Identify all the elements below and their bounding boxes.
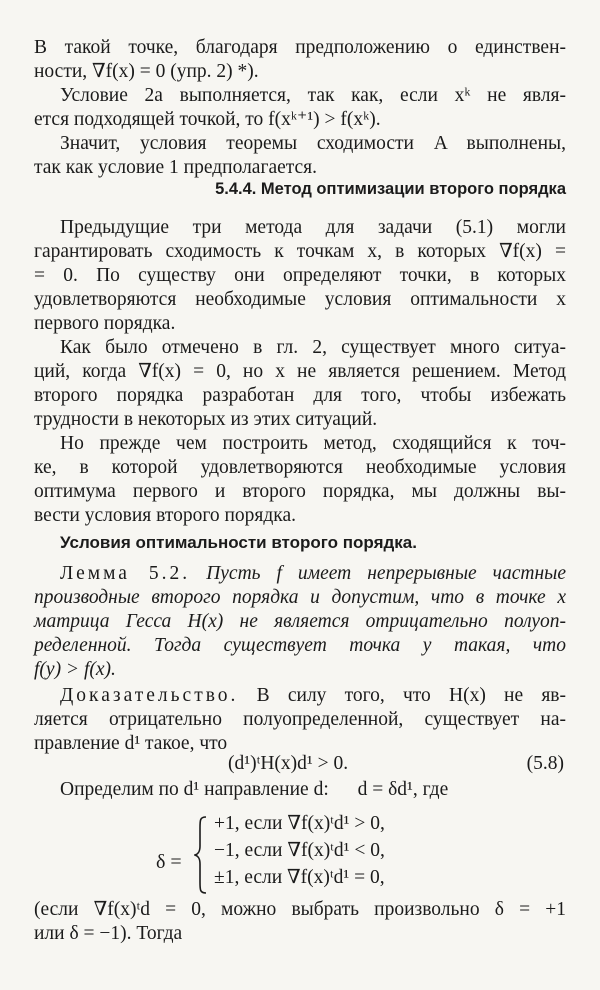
text-line: ке, в которой удовлетворяются необходимые условия [34, 457, 566, 478]
section-heading: 5.4.4. Метод оптимизации второго порядка [215, 180, 566, 198]
text-line: или δ = −1). Тогда [34, 923, 183, 944]
text-line: ется подходящей точкой, то f(xᵏ⁺¹) > f(xᵏ). [34, 109, 381, 130]
equation-number: (5.8) [526, 753, 564, 774]
left-brace-icon [194, 816, 208, 894]
text-line: ляется отрицательно полуопределенной, существует на- [34, 709, 566, 730]
text-line [34, 586, 566, 610]
text-line: Как было отмечено в гл. 2, существует много ситуа- [60, 337, 566, 358]
case-line: ±1, если ∇f(x)ᵗd¹ = 0, [214, 867, 385, 888]
proof-text: В силу того, что H(x) не яв- [256, 685, 567, 706]
case-line: −1, если ∇f(x)ᵗd¹ < 0, [214, 840, 385, 861]
text-line [34, 658, 566, 682]
equation-5-8: (d¹)ᵗH(x)d¹ > 0. [228, 753, 349, 774]
lemma-text: f(y) > f(x). [34, 659, 116, 680]
text-span: Определим по d¹ направление d: [60, 779, 329, 800]
text-line [34, 610, 566, 634]
proof-line [60, 684, 566, 708]
lemma-text: Пусть f имеет непрерывные частные [206, 563, 566, 584]
text-line [60, 778, 566, 802]
lemma-text: матрица Гесса H(x) не является отрицательно полуоп- [34, 611, 566, 632]
case-line: +1, если ∇f(x)ᵗd¹ > 0, [214, 813, 385, 834]
text-line: (если ∇f(x)ᵗd = 0, можно выбрать произвольно δ = +1 [34, 899, 566, 920]
lemma-text: ределенной. Тогда существует точка y такая, что [34, 635, 566, 656]
text-line: удовлетворяются необходимые условия оптимальности x [34, 289, 566, 310]
text-line: Значит, условия теоремы сходимости A выполнены, [60, 133, 566, 154]
text-line: гарантировать сходимость к точкам x, в которых ∇f(x) = [34, 241, 566, 262]
text-line: ций, когда ∇f(x) = 0, но x не является решением. Метод [34, 361, 566, 382]
text-line: первого порядка. [34, 313, 176, 334]
lemma-text: производные второго порядка и допустим, что в точке x [34, 587, 566, 608]
text-line: Но прежде чем построить метод, сходящийся к точ- [60, 433, 566, 454]
text-line [34, 634, 566, 658]
lemma-label: Лемма 5.2. [60, 563, 191, 584]
delta-lhs: δ = [156, 851, 182, 873]
text-line: вести условия второго порядка. [34, 505, 297, 526]
text-line: В такой точке, благодаря предположению о единствен- [34, 37, 566, 58]
text-line: Условие 2а выполняется, так как, если xᵏ не явля- [60, 85, 566, 106]
text-line: так как условие 1 предполагается. [34, 157, 318, 178]
text-line: Предыдущие три метода для задачи (5.1) могли [60, 217, 566, 238]
text-line: второго порядка разработан для того, чтобы избежать [34, 385, 566, 406]
text-line: = 0. По существу они определяют точки, в которых [34, 265, 566, 286]
subheading: Условия оптимальности второго порядка. [60, 533, 417, 552]
text-line: ности, ∇f(x) = 0 (упр. 2) *). [34, 61, 259, 82]
text-line: трудности в некоторых из этих ситуаций. [34, 409, 378, 430]
text-span: d = δd¹, где [357, 779, 449, 800]
text-line: оптимума первого и второго порядка, мы должны вы- [34, 481, 566, 502]
text-line: правление d¹ такое, что [34, 733, 228, 754]
lemma-line [60, 562, 566, 586]
proof-label: Доказательство. [60, 685, 239, 706]
